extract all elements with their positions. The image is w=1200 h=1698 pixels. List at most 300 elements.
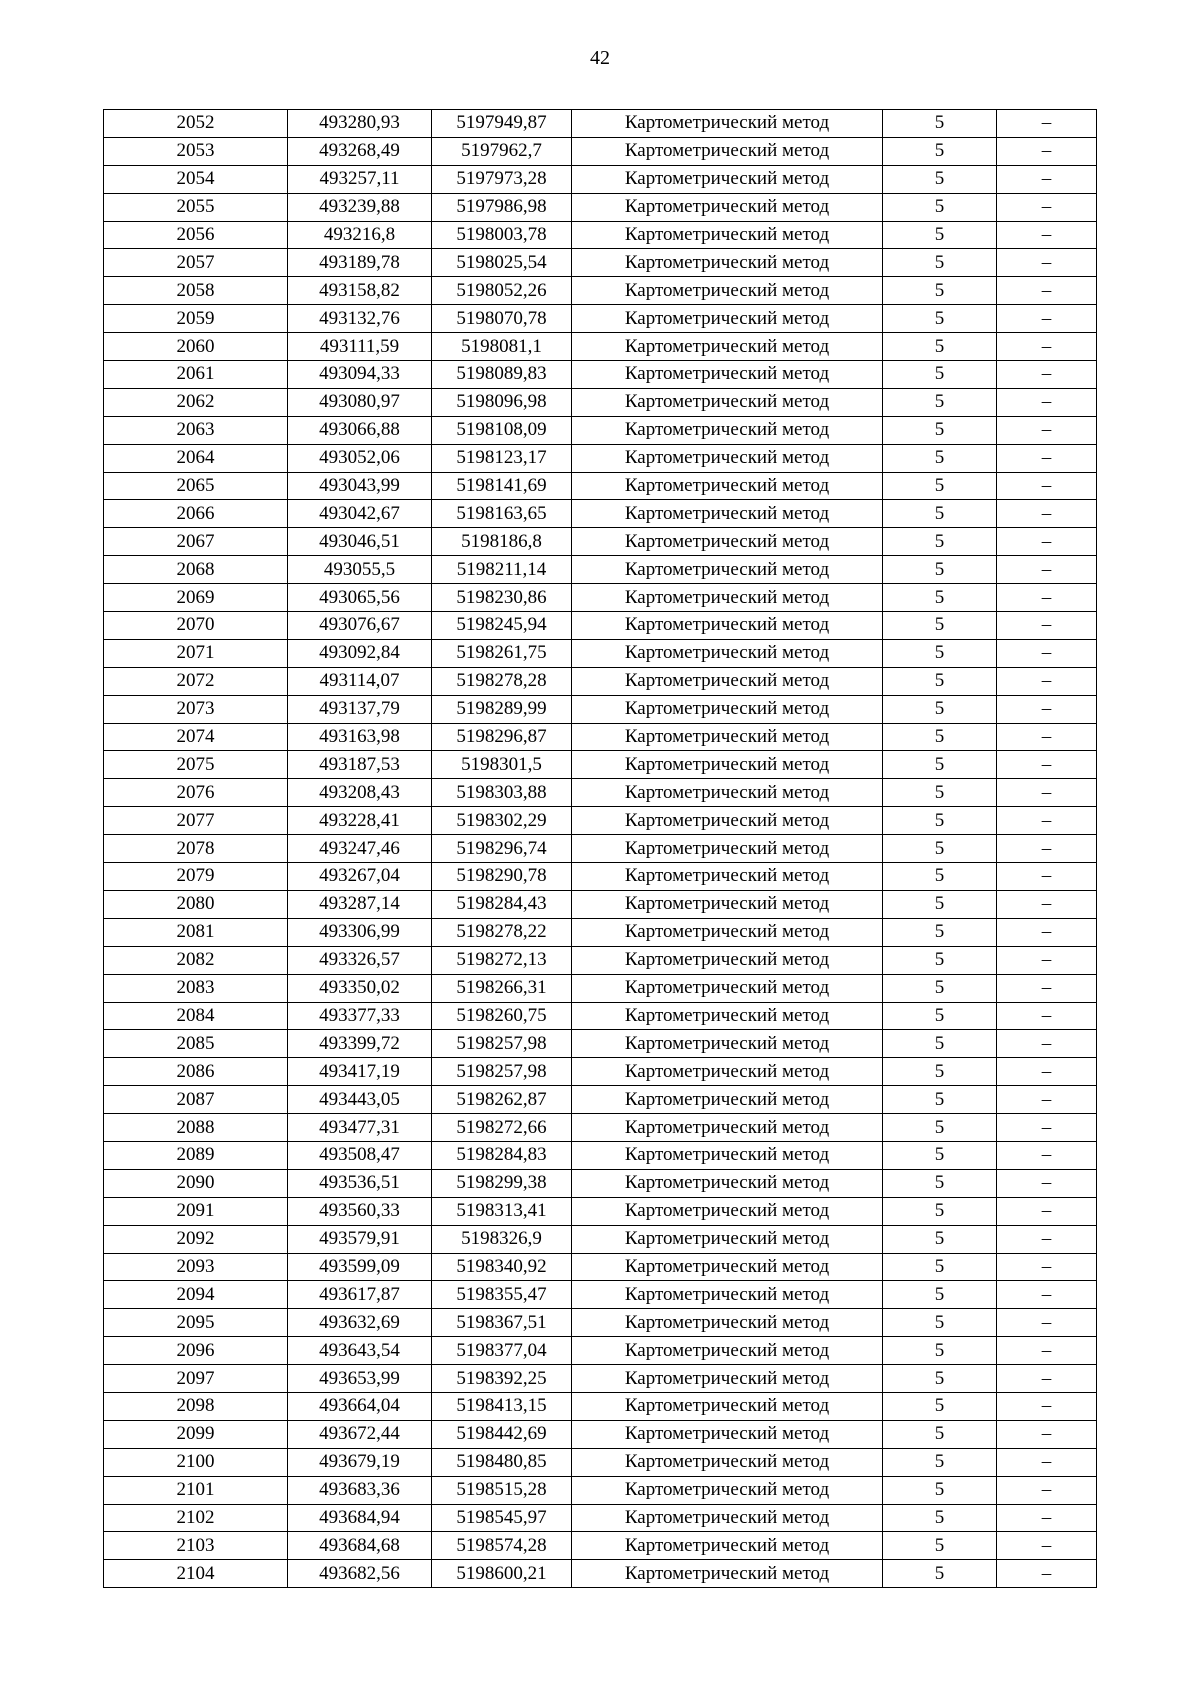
accuracy-cell: 5 [883, 584, 997, 612]
table-row [104, 639, 1097, 667]
note-cell: – [997, 333, 1097, 361]
table-row [104, 1197, 1097, 1225]
method-cell: Картометрический метод [572, 1476, 883, 1504]
table-row [104, 1281, 1097, 1309]
note-cell: – [997, 1365, 1097, 1393]
method-cell: Картометрический метод [572, 1030, 883, 1058]
table-row [104, 1365, 1097, 1393]
method-cell: Картометрический метод [572, 1253, 883, 1281]
method-cell: Картометрический метод [572, 1309, 883, 1337]
y-coordinate-cell: 5198278,22 [432, 918, 572, 946]
accuracy-cell: 5 [883, 500, 997, 528]
table-row [104, 835, 1097, 863]
note-cell: – [997, 639, 1097, 667]
note-cell: – [997, 444, 1097, 472]
point-number-cell: 2085 [104, 1030, 288, 1058]
y-coordinate-cell: 5198260,75 [432, 1002, 572, 1030]
x-coordinate-cell: 493664,04 [288, 1392, 432, 1420]
point-number-cell: 2079 [104, 863, 288, 891]
y-coordinate-cell: 5198230,86 [432, 584, 572, 612]
y-coordinate-cell: 5198257,98 [432, 1058, 572, 1086]
accuracy-cell: 5 [883, 1197, 997, 1225]
point-number-cell: 2103 [104, 1532, 288, 1560]
y-coordinate-cell: 5198272,66 [432, 1114, 572, 1142]
point-number-cell: 2057 [104, 249, 288, 277]
x-coordinate-cell: 493306,99 [288, 918, 432, 946]
method-cell: Картометрический метод [572, 1448, 883, 1476]
note-cell: – [997, 612, 1097, 640]
note-cell: – [997, 779, 1097, 807]
accuracy-cell: 5 [883, 1002, 997, 1030]
note-cell: – [997, 137, 1097, 165]
y-coordinate-cell: 5198070,78 [432, 305, 572, 333]
method-cell: Картометрический метод [572, 1337, 883, 1365]
point-number-cell: 2062 [104, 388, 288, 416]
table-row [104, 807, 1097, 835]
point-number-cell: 2056 [104, 221, 288, 249]
y-coordinate-cell: 5198574,28 [432, 1532, 572, 1560]
y-coordinate-cell: 5198301,5 [432, 751, 572, 779]
note-cell: – [997, 1253, 1097, 1281]
note-cell: – [997, 1225, 1097, 1253]
point-number-cell: 2069 [104, 584, 288, 612]
note-cell: – [997, 1476, 1097, 1504]
method-cell: Картометрический метод [572, 612, 883, 640]
note-cell: – [997, 1504, 1097, 1532]
note-cell: – [997, 1309, 1097, 1337]
point-number-cell: 2088 [104, 1114, 288, 1142]
method-cell: Картометрический метод [572, 1114, 883, 1142]
method-cell: Картометрический метод [572, 416, 883, 444]
point-number-cell: 2054 [104, 165, 288, 193]
table-row [104, 1504, 1097, 1532]
method-cell: Картометрический метод [572, 472, 883, 500]
table-row [104, 751, 1097, 779]
accuracy-cell: 5 [883, 221, 997, 249]
accuracy-cell: 5 [883, 695, 997, 723]
accuracy-cell: 5 [883, 388, 997, 416]
table-row [104, 472, 1097, 500]
y-coordinate-cell: 5198290,78 [432, 863, 572, 891]
y-coordinate-cell: 5198163,65 [432, 500, 572, 528]
x-coordinate-cell: 493052,06 [288, 444, 432, 472]
point-number-cell: 2070 [104, 612, 288, 640]
note-cell: – [997, 1169, 1097, 1197]
method-cell: Картометрический метод [572, 1532, 883, 1560]
table-body [104, 110, 1097, 1588]
table-row [104, 556, 1097, 584]
point-number-cell: 2084 [104, 1002, 288, 1030]
note-cell: – [997, 1058, 1097, 1086]
y-coordinate-cell: 5198257,98 [432, 1030, 572, 1058]
method-cell: Картометрический метод [572, 807, 883, 835]
method-cell: Картометрический метод [572, 1420, 883, 1448]
y-coordinate-cell: 5198299,38 [432, 1169, 572, 1197]
x-coordinate-cell: 493189,78 [288, 249, 432, 277]
method-cell: Картометрический метод [572, 1504, 883, 1532]
x-coordinate-cell: 493350,02 [288, 974, 432, 1002]
x-coordinate-cell: 493066,88 [288, 416, 432, 444]
table-row [104, 528, 1097, 556]
method-cell: Картометрический метод [572, 1002, 883, 1030]
note-cell: – [997, 1114, 1097, 1142]
y-coordinate-cell: 5198284,83 [432, 1141, 572, 1169]
note-cell: – [997, 388, 1097, 416]
table-row [104, 1114, 1097, 1142]
method-cell: Картометрический метод [572, 528, 883, 556]
x-coordinate-cell: 493672,44 [288, 1420, 432, 1448]
point-number-cell: 2073 [104, 695, 288, 723]
accuracy-cell: 5 [883, 1476, 997, 1504]
method-cell: Картометрический метод [572, 974, 883, 1002]
method-cell: Картометрический метод [572, 1141, 883, 1169]
y-coordinate-cell: 5198272,13 [432, 946, 572, 974]
note-cell: – [997, 1532, 1097, 1560]
accuracy-cell: 5 [883, 890, 997, 918]
point-number-cell: 2086 [104, 1058, 288, 1086]
note-cell: – [997, 974, 1097, 1002]
point-number-cell: 2089 [104, 1141, 288, 1169]
x-coordinate-cell: 493417,19 [288, 1058, 432, 1086]
page-number: 42 [590, 47, 610, 69]
x-coordinate-cell: 493399,72 [288, 1030, 432, 1058]
x-coordinate-cell: 493684,94 [288, 1504, 432, 1532]
accuracy-cell: 5 [883, 1532, 997, 1560]
note-cell: – [997, 695, 1097, 723]
y-coordinate-cell: 5198326,9 [432, 1225, 572, 1253]
x-coordinate-cell: 493280,93 [288, 110, 432, 138]
point-number-cell: 2101 [104, 1476, 288, 1504]
method-cell: Картометрический метод [572, 1560, 883, 1588]
y-coordinate-cell: 5198284,43 [432, 890, 572, 918]
y-coordinate-cell: 5198377,04 [432, 1337, 572, 1365]
accuracy-cell: 5 [883, 1169, 997, 1197]
y-coordinate-cell: 5198392,25 [432, 1365, 572, 1393]
y-coordinate-cell: 5197949,87 [432, 110, 572, 138]
accuracy-cell: 5 [883, 1058, 997, 1086]
note-cell: – [997, 528, 1097, 556]
y-coordinate-cell: 5197973,28 [432, 165, 572, 193]
note-cell: – [997, 305, 1097, 333]
accuracy-cell: 5 [883, 1281, 997, 1309]
x-coordinate-cell: 493632,69 [288, 1309, 432, 1337]
x-coordinate-cell: 493377,33 [288, 1002, 432, 1030]
note-cell: – [997, 1337, 1097, 1365]
method-cell: Картометрический метод [572, 639, 883, 667]
y-coordinate-cell: 5198245,94 [432, 612, 572, 640]
x-coordinate-cell: 493065,56 [288, 584, 432, 612]
accuracy-cell: 5 [883, 667, 997, 695]
y-coordinate-cell: 5198367,51 [432, 1309, 572, 1337]
table-row [104, 1476, 1097, 1504]
table-row [104, 779, 1097, 807]
accuracy-cell: 5 [883, 1086, 997, 1114]
accuracy-cell: 5 [883, 556, 997, 584]
accuracy-cell: 5 [883, 1030, 997, 1058]
point-number-cell: 2082 [104, 946, 288, 974]
method-cell: Картометрический метод [572, 305, 883, 333]
x-coordinate-cell: 493679,19 [288, 1448, 432, 1476]
x-coordinate-cell: 493043,99 [288, 472, 432, 500]
point-number-cell: 2053 [104, 137, 288, 165]
method-cell: Картометрический метод [572, 723, 883, 751]
method-cell: Картометрический метод [572, 779, 883, 807]
x-coordinate-cell: 493111,59 [288, 333, 432, 361]
x-coordinate-cell: 493228,41 [288, 807, 432, 835]
table-row [104, 165, 1097, 193]
point-number-cell: 2083 [104, 974, 288, 1002]
method-cell: Картометрический метод [572, 444, 883, 472]
point-number-cell: 2063 [104, 416, 288, 444]
note-cell: – [997, 863, 1097, 891]
table-row [104, 1002, 1097, 1030]
note-cell: – [997, 890, 1097, 918]
y-coordinate-cell: 5198261,75 [432, 639, 572, 667]
accuracy-cell: 5 [883, 723, 997, 751]
point-number-cell: 2061 [104, 361, 288, 389]
note-cell: – [997, 946, 1097, 974]
y-coordinate-cell: 5198052,26 [432, 277, 572, 305]
table-row [104, 444, 1097, 472]
accuracy-cell: 5 [883, 639, 997, 667]
note-cell: – [997, 361, 1097, 389]
x-coordinate-cell: 493247,46 [288, 835, 432, 863]
note-cell: – [997, 1002, 1097, 1030]
accuracy-cell: 5 [883, 1225, 997, 1253]
y-coordinate-cell: 5198211,14 [432, 556, 572, 584]
point-number-cell: 2058 [104, 277, 288, 305]
method-cell: Картометрический метод [572, 333, 883, 361]
y-coordinate-cell: 5198296,87 [432, 723, 572, 751]
table-row [104, 584, 1097, 612]
table-row [104, 388, 1097, 416]
point-number-cell: 2098 [104, 1392, 288, 1420]
note-cell: – [997, 723, 1097, 751]
x-coordinate-cell: 493653,99 [288, 1365, 432, 1393]
x-coordinate-cell: 493055,5 [288, 556, 432, 584]
method-cell: Картометрический метод [572, 667, 883, 695]
note-cell: – [997, 1392, 1097, 1420]
note-cell: – [997, 751, 1097, 779]
y-coordinate-cell: 5198303,88 [432, 779, 572, 807]
method-cell: Картометрический метод [572, 584, 883, 612]
table-row [104, 1141, 1097, 1169]
x-coordinate-cell: 493617,87 [288, 1281, 432, 1309]
method-cell: Картометрический метод [572, 277, 883, 305]
y-coordinate-cell: 5198186,8 [432, 528, 572, 556]
method-cell: Картометрический метод [572, 695, 883, 723]
accuracy-cell: 5 [883, 277, 997, 305]
accuracy-cell: 5 [883, 1309, 997, 1337]
y-coordinate-cell: 5198262,87 [432, 1086, 572, 1114]
x-coordinate-cell: 493137,79 [288, 695, 432, 723]
point-number-cell: 2075 [104, 751, 288, 779]
accuracy-cell: 5 [883, 305, 997, 333]
accuracy-cell: 5 [883, 1141, 997, 1169]
accuracy-cell: 5 [883, 918, 997, 946]
method-cell: Картометрический метод [572, 249, 883, 277]
method-cell: Картометрический метод [572, 388, 883, 416]
accuracy-cell: 5 [883, 612, 997, 640]
point-number-cell: 2094 [104, 1281, 288, 1309]
note-cell: – [997, 667, 1097, 695]
table-row [104, 305, 1097, 333]
accuracy-cell: 5 [883, 137, 997, 165]
x-coordinate-cell: 493560,33 [288, 1197, 432, 1225]
method-cell: Картометрический метод [572, 946, 883, 974]
method-cell: Картометрический метод [572, 1225, 883, 1253]
point-number-cell: 2074 [104, 723, 288, 751]
point-number-cell: 2081 [104, 918, 288, 946]
x-coordinate-cell: 493268,49 [288, 137, 432, 165]
y-coordinate-cell: 5198296,74 [432, 835, 572, 863]
table-row [104, 1420, 1097, 1448]
x-coordinate-cell: 493046,51 [288, 528, 432, 556]
point-number-cell: 2072 [104, 667, 288, 695]
accuracy-cell: 5 [883, 416, 997, 444]
table-row [104, 1448, 1097, 1476]
accuracy-cell: 5 [883, 863, 997, 891]
table-row [104, 110, 1097, 138]
x-coordinate-cell: 493187,53 [288, 751, 432, 779]
y-coordinate-cell: 5198089,83 [432, 361, 572, 389]
note-cell: – [997, 1197, 1097, 1225]
accuracy-cell: 5 [883, 110, 997, 138]
accuracy-cell: 5 [883, 1392, 997, 1420]
method-cell: Картометрический метод [572, 1086, 883, 1114]
x-coordinate-cell: 493599,09 [288, 1253, 432, 1281]
y-coordinate-cell: 5198141,69 [432, 472, 572, 500]
accuracy-cell: 5 [883, 444, 997, 472]
note-cell: – [997, 221, 1097, 249]
y-coordinate-cell: 5198108,09 [432, 416, 572, 444]
x-coordinate-cell: 493477,31 [288, 1114, 432, 1142]
table-row [104, 249, 1097, 277]
point-number-cell: 2066 [104, 500, 288, 528]
accuracy-cell: 5 [883, 333, 997, 361]
table-row [104, 612, 1097, 640]
y-coordinate-cell: 5197986,98 [432, 193, 572, 221]
y-coordinate-cell: 5198081,1 [432, 333, 572, 361]
point-number-cell: 2076 [104, 779, 288, 807]
table-row [104, 137, 1097, 165]
accuracy-cell: 5 [883, 1448, 997, 1476]
y-coordinate-cell: 5198123,17 [432, 444, 572, 472]
note-cell: – [997, 193, 1097, 221]
x-coordinate-cell: 493682,56 [288, 1560, 432, 1588]
x-coordinate-cell: 493080,97 [288, 388, 432, 416]
x-coordinate-cell: 493683,36 [288, 1476, 432, 1504]
point-number-cell: 2065 [104, 472, 288, 500]
table-row [104, 361, 1097, 389]
method-cell: Картометрический метод [572, 1392, 883, 1420]
note-cell: – [997, 556, 1097, 584]
method-cell: Картометрический метод [572, 1169, 883, 1197]
x-coordinate-cell: 493684,68 [288, 1532, 432, 1560]
point-number-cell: 2090 [104, 1169, 288, 1197]
point-number-cell: 2100 [104, 1448, 288, 1476]
point-number-cell: 2091 [104, 1197, 288, 1225]
point-number-cell: 2096 [104, 1337, 288, 1365]
table-row [104, 416, 1097, 444]
accuracy-cell: 5 [883, 193, 997, 221]
note-cell: – [997, 165, 1097, 193]
table-row [104, 918, 1097, 946]
table-row [104, 974, 1097, 1002]
y-coordinate-cell: 5198545,97 [432, 1504, 572, 1532]
y-coordinate-cell: 5198096,98 [432, 388, 572, 416]
note-cell: – [997, 1030, 1097, 1058]
note-cell: – [997, 1086, 1097, 1114]
accuracy-cell: 5 [883, 1337, 997, 1365]
note-cell: – [997, 835, 1097, 863]
point-number-cell: 2104 [104, 1560, 288, 1588]
accuracy-cell: 5 [883, 779, 997, 807]
table-row [104, 723, 1097, 751]
method-cell: Картометрический метод [572, 137, 883, 165]
x-coordinate-cell: 493287,14 [288, 890, 432, 918]
table-row [104, 1309, 1097, 1337]
point-number-cell: 2078 [104, 835, 288, 863]
point-number-cell: 2099 [104, 1420, 288, 1448]
table-row [104, 1253, 1097, 1281]
point-number-cell: 2060 [104, 333, 288, 361]
table-row [104, 1058, 1097, 1086]
y-coordinate-cell: 5198480,85 [432, 1448, 572, 1476]
point-number-cell: 2059 [104, 305, 288, 333]
y-coordinate-cell: 5198266,31 [432, 974, 572, 1002]
method-cell: Картометрический метод [572, 890, 883, 918]
accuracy-cell: 5 [883, 1114, 997, 1142]
point-number-cell: 2087 [104, 1086, 288, 1114]
method-cell: Картометрический метод [572, 1197, 883, 1225]
note-cell: – [997, 807, 1097, 835]
method-cell: Картометрический метод [572, 1281, 883, 1309]
accuracy-cell: 5 [883, 528, 997, 556]
method-cell: Картометрический метод [572, 835, 883, 863]
point-number-cell: 2080 [104, 890, 288, 918]
point-number-cell: 2095 [104, 1309, 288, 1337]
y-coordinate-cell: 5198340,92 [432, 1253, 572, 1281]
x-coordinate-cell: 493326,57 [288, 946, 432, 974]
x-coordinate-cell: 493643,54 [288, 1337, 432, 1365]
method-cell: Картометрический метод [572, 1058, 883, 1086]
method-cell: Картометрический метод [572, 361, 883, 389]
x-coordinate-cell: 493163,98 [288, 723, 432, 751]
table-row [104, 1030, 1097, 1058]
note-cell: – [997, 1448, 1097, 1476]
note-cell: – [997, 918, 1097, 946]
y-coordinate-cell: 5198025,54 [432, 249, 572, 277]
point-number-cell: 2102 [104, 1504, 288, 1532]
x-coordinate-cell: 493239,88 [288, 193, 432, 221]
table-row [104, 946, 1097, 974]
y-coordinate-cell: 5198600,21 [432, 1560, 572, 1588]
note-cell: – [997, 1560, 1097, 1588]
table-row [104, 863, 1097, 891]
method-cell: Картометрический метод [572, 110, 883, 138]
point-number-cell: 2093 [104, 1253, 288, 1281]
accuracy-cell: 5 [883, 249, 997, 277]
note-cell: – [997, 1281, 1097, 1309]
table-row [104, 221, 1097, 249]
table-row [104, 695, 1097, 723]
table-row [104, 193, 1097, 221]
x-coordinate-cell: 493216,8 [288, 221, 432, 249]
method-cell: Картометрический метод [572, 1365, 883, 1393]
accuracy-cell: 5 [883, 1365, 997, 1393]
y-coordinate-cell: 5198442,69 [432, 1420, 572, 1448]
